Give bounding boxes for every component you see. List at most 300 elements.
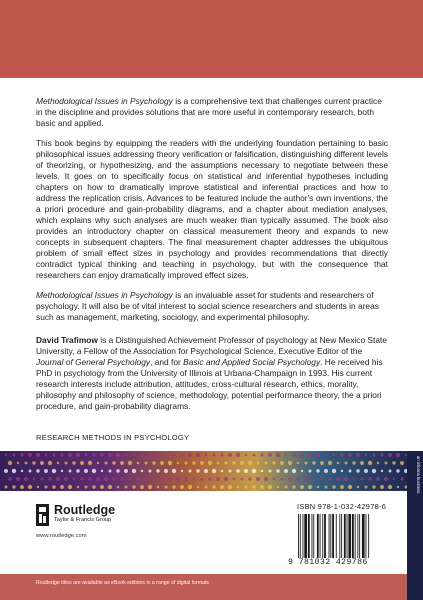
pattern-dot (12, 469, 16, 473)
pattern-dot (76, 469, 79, 472)
pattern-dot (189, 470, 192, 473)
pattern-dot (248, 477, 251, 480)
pattern-dot (160, 461, 164, 465)
pattern-dot (276, 469, 279, 472)
pattern-dot (401, 478, 404, 481)
series-label: RESEARCH METHODS IN PSYCHOLOGY (36, 433, 190, 442)
pattern-dot (328, 461, 332, 465)
pattern-dot (261, 470, 263, 472)
pattern-dot (252, 485, 255, 488)
pattern-dot (372, 485, 375, 488)
pattern-dot (365, 454, 367, 456)
pattern-dot (353, 478, 355, 480)
book-title-inline: Methodological Issues in Psychology (36, 96, 173, 106)
pattern-dot (348, 453, 352, 457)
pattern-dot (168, 477, 171, 480)
pattern-dot (285, 486, 288, 489)
pattern-dot (385, 462, 388, 465)
pattern-dot (28, 485, 32, 489)
pattern-dot (24, 477, 28, 481)
pattern-dot (325, 486, 328, 489)
pattern-dot (76, 453, 80, 457)
pattern-dot (165, 454, 167, 456)
pattern-dot (93, 454, 96, 457)
barcode-bar (344, 514, 346, 558)
pattern-dot (229, 470, 232, 473)
pattern-dot (352, 461, 355, 464)
barcode-bar (303, 514, 304, 558)
barcode-bar (348, 514, 351, 558)
pattern-dot (285, 454, 287, 456)
pattern-dot (292, 485, 295, 488)
pattern-dot (172, 469, 176, 473)
pattern-dot (144, 477, 148, 481)
pattern-dot (200, 461, 204, 465)
pattern-dot (152, 461, 155, 464)
pattern-dot (56, 477, 60, 481)
pattern-dot (377, 462, 379, 464)
bio-text-2: , and for (150, 357, 184, 367)
pattern-dot (112, 461, 115, 464)
pattern-dot (268, 485, 272, 489)
pattern-dot (225, 462, 228, 465)
publisher-name: Routledge (54, 503, 116, 517)
pattern-dot (52, 485, 55, 488)
author-bio (36, 335, 388, 412)
pattern-dot (5, 454, 7, 456)
pattern-dot (245, 486, 248, 489)
pattern-dot (221, 470, 223, 472)
pattern-dot (276, 453, 280, 457)
pattern-dot (57, 462, 59, 464)
pattern-dot (64, 477, 68, 481)
pattern-dot (332, 485, 335, 488)
pattern-dot (53, 454, 56, 457)
pattern-dot (389, 470, 392, 473)
pattern-dot (397, 486, 399, 488)
pattern-dot (328, 477, 331, 480)
pattern-dot (253, 454, 256, 457)
pattern-dot (69, 470, 72, 473)
pattern-dot (388, 453, 392, 457)
pattern-dot (313, 478, 315, 480)
pattern-dot (84, 469, 88, 473)
pattern-dot (361, 478, 364, 481)
pattern-dot (48, 461, 52, 465)
pattern-dot (320, 461, 324, 465)
pattern-dot (140, 485, 144, 489)
pattern-dot (217, 462, 219, 464)
pattern-dot (60, 453, 63, 456)
pattern-dot (393, 478, 395, 480)
pattern-dot (372, 469, 376, 473)
pattern-dot (132, 469, 136, 473)
pattern-dot (132, 485, 135, 488)
barcode-bar (300, 514, 301, 558)
back-cover-text (36, 96, 388, 421)
pattern-dot (205, 486, 208, 489)
pattern-dot (105, 462, 108, 465)
barcode-bar (298, 514, 299, 558)
pattern-dot (213, 454, 216, 457)
pattern-dot (85, 454, 87, 456)
pattern-dot (8, 477, 11, 480)
barcode-bar (336, 514, 337, 558)
pattern-dot (308, 485, 312, 489)
pattern-dot (305, 462, 308, 465)
barcode-bar (359, 514, 360, 558)
pattern-dot (317, 486, 319, 488)
pattern-dot (37, 486, 39, 488)
pattern-dot (185, 462, 188, 465)
pattern-dot (333, 454, 336, 457)
spine-text: an informa business (416, 456, 421, 494)
barcode-digits: 9 781032 429786 (288, 558, 368, 567)
pattern-dot (173, 454, 176, 457)
pattern-dot (240, 461, 244, 465)
pattern-dot (348, 485, 352, 489)
pattern-dot (124, 469, 128, 473)
pattern-dot (148, 453, 152, 457)
pattern-dot (248, 461, 252, 465)
pattern-dot (336, 477, 340, 481)
pattern-dot (60, 485, 64, 489)
pattern-dot (257, 462, 259, 464)
pattern-dot (148, 485, 152, 489)
pattern-dot (161, 478, 164, 481)
pattern-dot (201, 478, 204, 481)
blurb-para3-text: is an invaluable asset for students and researchers of psychology. It will also be of vital interest to social science researchers and students in areas such as management, marketing, sociology, and experimental philosophy. (36, 290, 379, 322)
pattern-dot (81, 478, 84, 481)
pattern-dot (301, 470, 303, 472)
pattern-dot (316, 469, 319, 472)
pattern-dot (36, 469, 39, 472)
routledge-logo-icon (36, 504, 49, 526)
bio-journal-1: Journal of General Psychology (36, 357, 151, 367)
pattern-dot (73, 478, 75, 480)
footer-note: Routledge titles are available as eBook editions in a range of digital formats (36, 580, 210, 586)
author-name: David Trafimow (36, 335, 98, 345)
barcode-bar (352, 514, 354, 558)
pattern-dot (109, 470, 112, 473)
pattern-dot (308, 453, 312, 457)
pattern-dot (196, 469, 199, 472)
barcode-bar (357, 514, 358, 558)
pattern-dot (197, 486, 199, 488)
pattern-dot (220, 453, 223, 456)
pattern-dot (300, 453, 303, 456)
pattern-dot (125, 454, 127, 456)
barcode-bar (320, 514, 321, 558)
pattern-dot (16, 477, 20, 481)
pattern-dot (88, 477, 91, 480)
pattern-dot (236, 469, 239, 472)
pattern-dot (92, 485, 95, 488)
pattern-dot (280, 461, 284, 465)
pattern-dot (344, 477, 348, 481)
pattern-dot (381, 470, 383, 472)
pattern-dot (260, 485, 264, 489)
pattern-dot (61, 470, 63, 472)
pattern-dot (296, 477, 300, 481)
pattern-dot (97, 462, 99, 464)
barcode-bar (368, 514, 369, 558)
pattern-dot (41, 478, 44, 481)
pattern-dot (264, 477, 268, 481)
pattern-dot (268, 453, 272, 457)
pattern-dot (252, 469, 256, 473)
pattern-dot (45, 454, 47, 456)
barcode-bar (322, 514, 323, 558)
pattern-dot (164, 469, 168, 473)
blurb-paragraph-3 (36, 290, 388, 323)
pattern-dot (181, 470, 183, 472)
pattern-dot (20, 485, 24, 489)
pattern-dot (300, 485, 304, 489)
pattern-dot (388, 485, 392, 489)
top-color-band (0, 0, 423, 78)
pattern-dot (236, 453, 240, 457)
pattern-dot (396, 469, 399, 472)
pattern-dot (153, 478, 155, 480)
decorative-pattern-band (0, 451, 423, 491)
pattern-dot (21, 470, 23, 472)
pattern-dot (220, 485, 224, 489)
pattern-dot (196, 453, 200, 457)
pattern-dot (136, 477, 140, 481)
pattern-dot (157, 486, 159, 488)
pattern-dot (241, 478, 244, 481)
pattern-dot (232, 461, 235, 464)
pattern-dot (121, 478, 124, 481)
pattern-dot (349, 470, 352, 473)
barcode-bar (324, 514, 326, 558)
pattern-dot (137, 462, 139, 464)
barcode-bar (332, 514, 334, 558)
pattern-dot (396, 453, 400, 457)
footer-band (0, 574, 407, 600)
barcode-bar (313, 514, 314, 558)
pattern-dot (337, 462, 339, 464)
pattern-dot (192, 461, 195, 464)
pattern-dot (149, 470, 152, 473)
barcode-bar (329, 514, 330, 558)
pattern-dot (188, 453, 192, 457)
pattern-dot (400, 461, 404, 465)
pattern-dot (188, 485, 192, 489)
publisher-subtitle: Taylor & Francis Group (54, 517, 112, 523)
barcode-bar (339, 514, 340, 558)
pattern-dot (356, 453, 360, 457)
pattern-dot (368, 477, 371, 480)
pattern-dot (260, 453, 263, 456)
pattern-dot (365, 486, 368, 489)
pattern-dot (40, 461, 44, 465)
pattern-dot (36, 453, 40, 457)
pattern-dot (341, 470, 343, 472)
pattern-dot (376, 477, 380, 481)
pattern-dot (128, 477, 131, 480)
pattern-dot (244, 469, 248, 473)
publisher-logo (36, 504, 115, 526)
pattern-dot (12, 485, 15, 488)
barcode-bar (330, 514, 331, 558)
pattern-dot (309, 470, 312, 473)
pattern-dot (332, 469, 336, 473)
barcode-bar (362, 514, 365, 558)
pattern-dot (108, 485, 112, 489)
pattern-dot (312, 461, 315, 464)
pattern-dot (5, 486, 8, 489)
pattern-dot (304, 477, 308, 481)
pattern-dot (33, 478, 35, 480)
pattern-dot (100, 485, 104, 489)
pattern-dot (177, 462, 179, 464)
pattern-dot (297, 462, 299, 464)
pattern-dot (80, 461, 84, 465)
pattern-dot (156, 453, 160, 457)
pattern-dot (4, 469, 8, 473)
isbn-label: ISBN 978-1-032-42978-6 (297, 502, 387, 511)
barcode-bar (366, 514, 367, 558)
bio-text-1: is a Distinguished Achievement Professor of psychology at New Mexico State University, a Fellow of the Association for Psychological Science, Executive Editor of the (36, 335, 387, 356)
barcode-bar (347, 514, 348, 558)
pattern-graphic (0, 451, 423, 491)
barcode-bar (304, 514, 307, 558)
pattern-dot (145, 462, 148, 465)
pattern-dot (104, 477, 108, 481)
pattern-dot (256, 477, 260, 481)
blurb-paragraph-1 (36, 96, 388, 129)
pattern-dot (32, 461, 35, 464)
pattern-dot (288, 477, 291, 480)
pattern-dot (357, 486, 359, 488)
pattern-dot (340, 485, 344, 489)
pattern-dot (272, 461, 275, 464)
pattern-dot (292, 469, 296, 473)
pattern-dot (92, 469, 96, 473)
pattern-dot (316, 453, 320, 457)
blurb-para1-text: is a comprehensive text that challenges current practice in the discipline and provides solutions that are more useful in contemporary research, both basic and applied. (36, 96, 382, 128)
pattern-dot (228, 485, 232, 489)
pattern-dot (28, 453, 32, 457)
blurb-paragraph-2: This book begins by equipping the readers with the underlying foundation pertaining to basic philosophical issues addressing theory verification or falsification, distinguishing different levels of theorizing, or hypothesizing, and the assumptions necessary to negotiate between these levels. It goes on to specifically focus on statistical and inferential hypotheses including chapters on how to dramatically improve statistical and inferential practices and how to address the replication crisis. Advances to be featured include the author's own inventions, the a priori procedure and gain-probability diagrams, and a chapter about mediation analyses, which explains why such analyses are much weaker than typically assumed. The book also provides an introductory chapter on classical measurement theory and expands to new concepts in subsequent chapters. The final measurement chapter addresses the ubiquitous problem of small effect sizes in psychology and provides recommendations that directly contradict typical thinking and teaching in psychology, but with the consequence that researchers can enjoy dramatically improved effect sizes. (36, 138, 388, 280)
pattern-dot (224, 477, 228, 481)
publisher-url: www.routledge.com (36, 533, 87, 539)
pattern-dot (140, 453, 143, 456)
pattern-dot (237, 486, 239, 488)
pattern-dot (180, 485, 184, 489)
pattern-dot (88, 461, 92, 465)
pattern-dot (245, 454, 247, 456)
pattern-dot (184, 477, 188, 481)
bio-text-3: . He received his PhD in psychology from the University of Illinois at Urbana-Champaign in 1993. His current research interests include attribution, attitudes, cross-cultural research, ethics, morality, philosophy and philosophy of science, methodology, potential performance theory, the a priori procedure, and gain-probability diagrams. (36, 357, 383, 411)
pattern-dot (101, 470, 103, 472)
book-title-inline-2: Methodological Issues in Psychology (36, 290, 173, 300)
pattern-dot (125, 486, 128, 489)
pattern-dot (72, 461, 75, 464)
pattern-dot (208, 477, 211, 480)
pattern-dot (128, 461, 132, 465)
pattern-dot (180, 453, 183, 456)
pattern-dot (44, 469, 48, 473)
pattern-dot (205, 454, 207, 456)
pattern-dot (288, 461, 292, 465)
pattern-dot (133, 454, 136, 457)
pattern-dot (168, 461, 172, 465)
pattern-dot (48, 477, 51, 480)
pattern-dot (13, 454, 16, 457)
pattern-dot (77, 486, 79, 488)
pattern-dot (208, 461, 212, 465)
pattern-dot (356, 469, 359, 472)
pattern-dot (204, 469, 208, 473)
pattern-dot (324, 469, 328, 473)
pattern-dot (120, 461, 124, 465)
pattern-dot (116, 469, 119, 472)
pattern-dot (273, 478, 275, 480)
pattern-dot (165, 486, 168, 489)
pattern-dot (172, 485, 175, 488)
barcode-bar (312, 514, 313, 558)
barcode-graphic (296, 514, 396, 558)
pattern-dot (17, 462, 19, 464)
pattern-dot (100, 453, 103, 456)
pattern-dot (20, 453, 23, 456)
pattern-dot (68, 485, 72, 489)
barcode-bar (341, 514, 342, 558)
pattern-dot (212, 485, 215, 488)
pattern-dot (68, 453, 72, 457)
pattern-dot (85, 486, 88, 489)
pattern-dot (233, 478, 235, 480)
pattern-dot (25, 462, 28, 465)
pattern-dot (364, 469, 368, 473)
pattern-dot (141, 470, 143, 472)
pattern-dot (117, 486, 119, 488)
pattern-dot (293, 454, 296, 457)
pattern-dot (277, 486, 279, 488)
pattern-dot (345, 462, 348, 465)
barcode-bar (308, 514, 310, 558)
pattern-dot (176, 477, 180, 481)
pattern-dot (156, 469, 159, 472)
pattern-dot (380, 485, 384, 489)
pattern-dot (265, 462, 268, 465)
pattern-dot (216, 477, 220, 481)
barcode-bar (355, 514, 356, 558)
pattern-dot (392, 461, 395, 464)
bio-journal-2: Basic and Applied Social Psychology (183, 357, 321, 367)
pattern-dot (96, 477, 100, 481)
pattern-dot (116, 453, 120, 457)
pattern-dot (45, 486, 48, 489)
pattern-dot (113, 478, 115, 480)
pattern-dot (65, 462, 68, 465)
pattern-dot (8, 461, 12, 465)
pattern-dot (321, 478, 324, 481)
pattern-dot (212, 469, 216, 473)
barcode-bar (317, 514, 319, 558)
pattern-dot (269, 470, 272, 473)
pattern-dot (52, 469, 56, 473)
pattern-dot (340, 453, 343, 456)
pattern-dot (368, 461, 372, 465)
pattern-dot (108, 453, 112, 457)
pattern-dot (325, 454, 327, 456)
pattern-dot (384, 477, 388, 481)
pattern-dot (193, 478, 195, 480)
